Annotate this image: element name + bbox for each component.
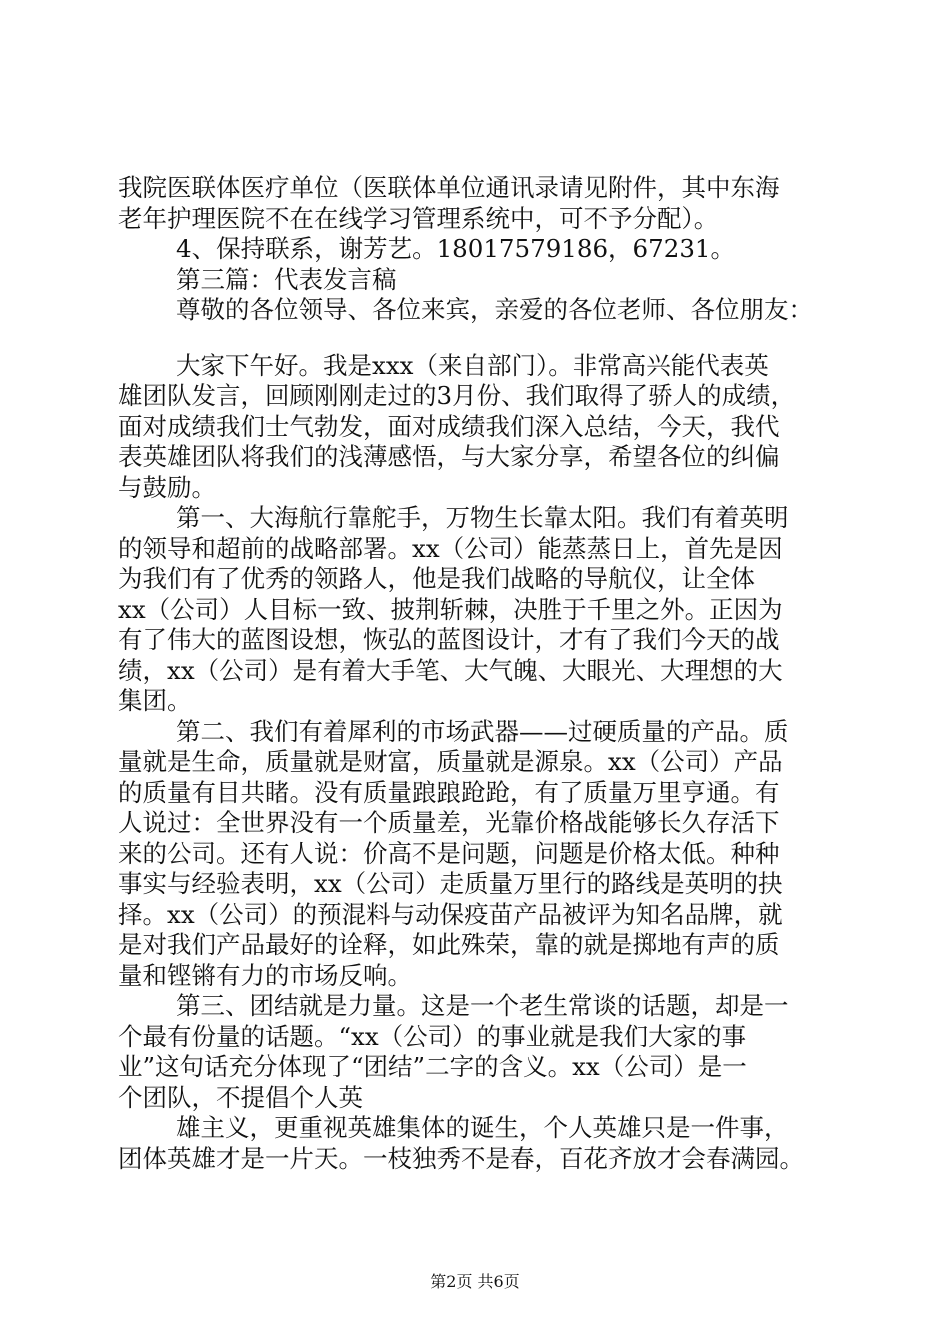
text-line: 我院医联体医疗单位（医联体单位通讯录请见附件，其中东海 (118, 173, 780, 202)
text-line: 表英雄团队将我们的浅薄感悟，与大家分享，希望各位的纠偏 (118, 442, 780, 471)
text-line: 与鼓励。 (118, 472, 216, 502)
text-line: 老年护理医院不在在线学习管理系统中，可不予分配）。 (118, 203, 719, 233)
text-line: 第一、大海航行靠舵手，万物生长靠太阳。我们有着英明 (176, 503, 789, 532)
text-line: 团体英雄才是一片天。一枝独秀不是春，百花齐放才会春满园。 (118, 1143, 804, 1173)
text-line: 绩，xx（公司）是有着大手笔、大气魄、大眼光、大理想的大 (118, 655, 783, 685)
text-line: 来的公司。还有人说：价高不是问题，问题是价格太低。种种 (118, 838, 780, 868)
text-line: 有了伟大的蓝图设想，恢弘的蓝图设计，才有了我们今天的战 (118, 625, 780, 654)
text-line: 第二、我们有着犀利的市场武器——过硬质量的产品。质 (176, 716, 789, 746)
text-line: 的领导和超前的战略部署。xx（公司）能蒸蒸日上，首先是因 (118, 533, 783, 563)
text-line: 事实与经验表明，xx（公司）走质量万里行的路线是英明的抉 (118, 869, 783, 898)
text-line: 4、保持联系，谢芳艺。18017579186，67231。 (176, 234, 735, 263)
text-line: 个团队，不提倡个人英 (118, 1082, 363, 1112)
text-line: 集团。 (118, 686, 192, 715)
text-line: 人说过：全世界没有一个质量差，光靠价格战能够长久存活下 (118, 808, 780, 837)
text-line: 量和铿锵有力的市场反响。 (118, 960, 412, 990)
text-line: 雄主义，更重视英雄集体的诞生，个人英雄只是一件事， (176, 1113, 789, 1142)
salutation: 尊敬的各位领导、各位来宾，亲爱的各位老师、各位朋友： (176, 295, 813, 324)
page-number-footer: 第2页 共6页 (430, 1272, 520, 1291)
text-line: 大家下午好。我是xxx（来自部门）。非常高兴能代表英 (176, 350, 769, 380)
text-line: 的质量有目共睹。没有质量踉踉跄跄，有了质量万里亨通。有 (118, 777, 780, 807)
text-line: 量就是生命，质量就是财富，质量就是源泉。xx（公司）产品 (118, 747, 783, 776)
text-line: xx（公司）人目标一致、披荆斩棘，决胜于千里之外。正因为 (118, 594, 783, 624)
text-line: 业”这句话充分体现了“团结”二字的含义。xx（公司）是一 (118, 1052, 747, 1081)
text-line: 雄团队发言，回顾刚刚走过的3月份、我们取得了骄人的成绩， (118, 381, 796, 410)
document-body (118, 173, 846, 1174)
text-line: 是对我们产品最好的诠释，如此殊荣，靠的就是掷地有声的质 (118, 930, 780, 959)
text-line: 第三、团结就是力量。这是一个老生常谈的话题，却是一 (176, 991, 789, 1020)
text-line: 为我们有了优秀的领路人，他是我们战略的导航仪，让全体 (118, 564, 755, 593)
text-line: 面对成绩我们士气勃发，面对成绩我们深入总结，今天，我代 (118, 411, 780, 441)
text-line: 个最有份量的话题。“xx（公司）的事业就是我们大家的事 (118, 1021, 747, 1051)
text-line: 择。xx（公司）的预混料与动保疫苗产品被评为知名品牌，就 (118, 899, 783, 929)
section-heading: 第三篇：代表发言稿 (176, 264, 397, 294)
